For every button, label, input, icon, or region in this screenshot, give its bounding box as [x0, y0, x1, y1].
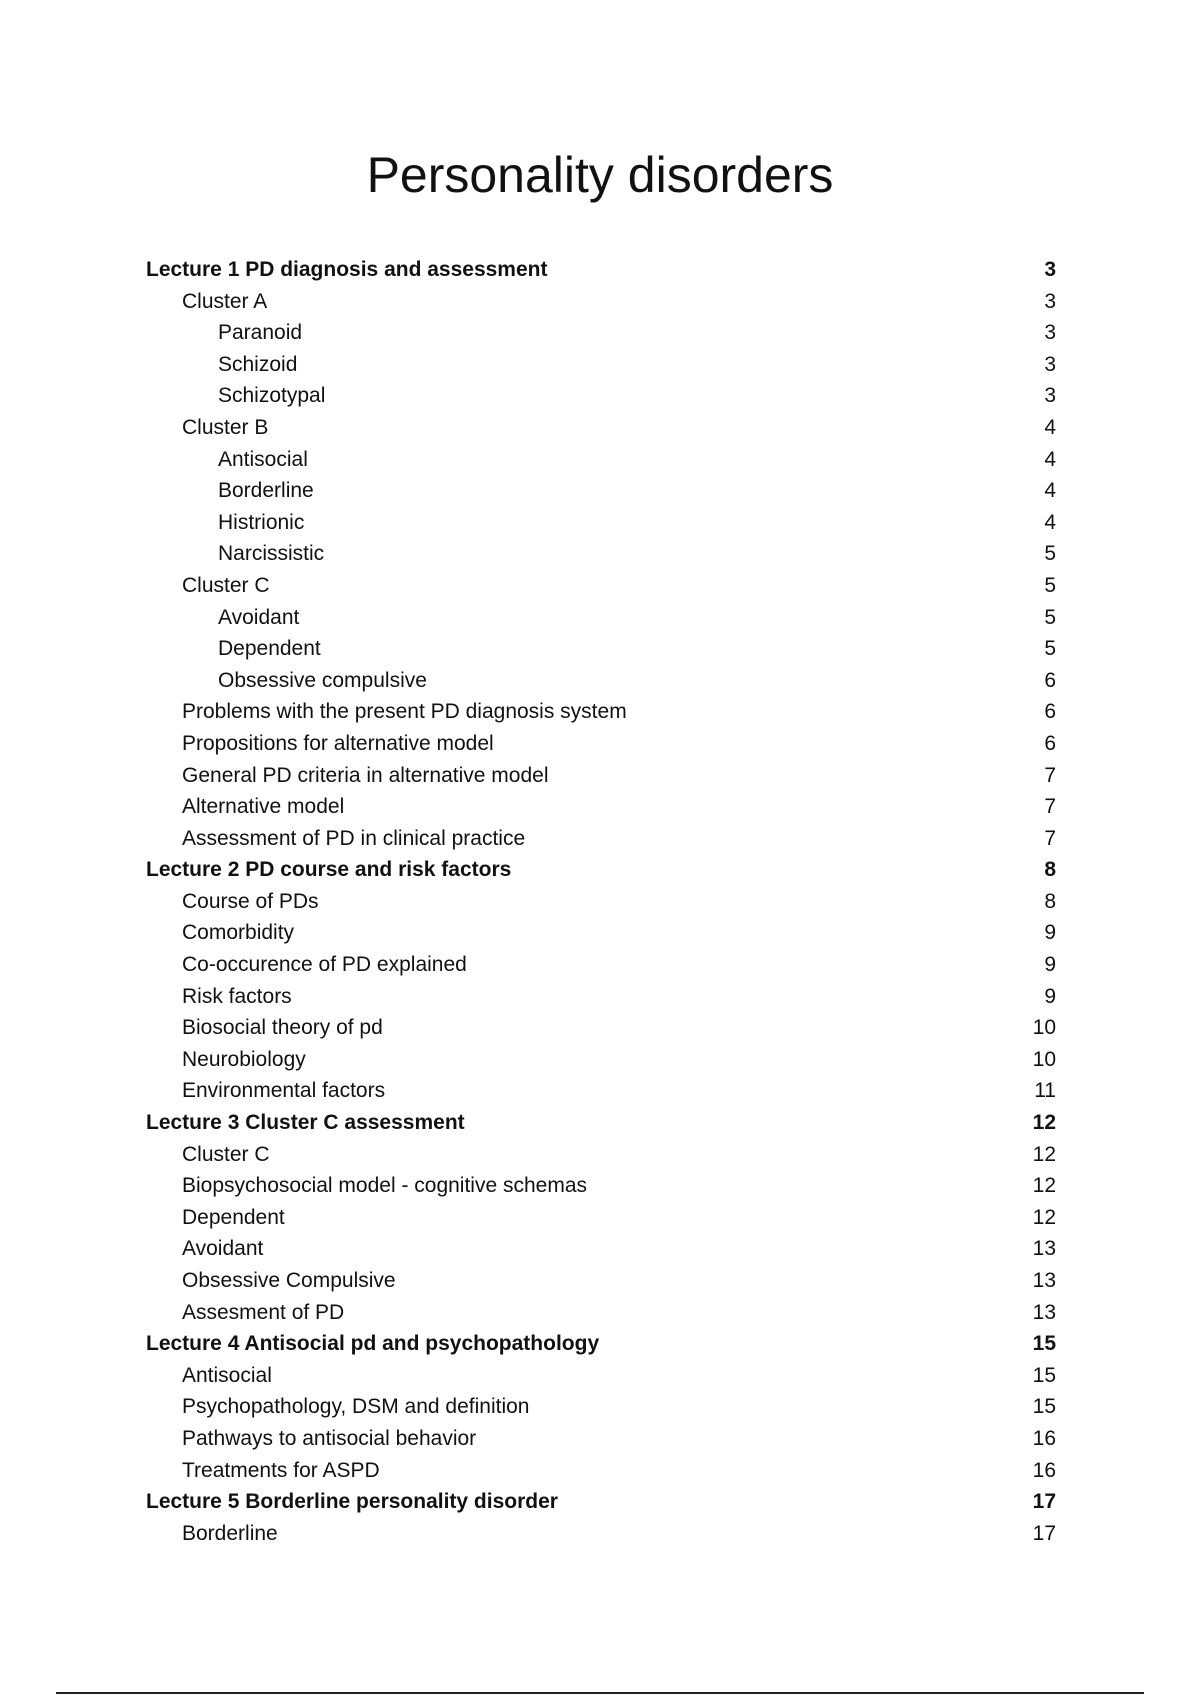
toc-page-number: 10 — [1032, 1016, 1056, 1040]
toc-page-number: 12 — [1032, 1111, 1056, 1135]
toc-page-number: 6 — [1044, 731, 1056, 755]
toc-page-number: 3 — [1044, 352, 1056, 376]
toc-entry[interactable] — [146, 507, 1056, 539]
toc-entry[interactable] — [146, 917, 1056, 949]
toc-entry-label: Obsessive compulsive — [218, 668, 427, 692]
toc-entry[interactable] — [146, 1297, 1056, 1329]
toc-entry[interactable] — [146, 633, 1056, 665]
toc-entry-label: Schizotypal — [218, 384, 326, 408]
toc-page-number: 4 — [1044, 479, 1056, 503]
toc-entry-label: Alternative model — [182, 795, 345, 819]
toc-page-number: 17 — [1032, 1521, 1056, 1545]
toc-entry[interactable] — [146, 1233, 1056, 1265]
toc-entry-label: Cluster B — [182, 415, 269, 439]
toc-entry[interactable] — [146, 981, 1056, 1013]
toc-page-number: 3 — [1044, 289, 1056, 313]
toc-entry[interactable] — [146, 1139, 1056, 1171]
toc-page-number: 16 — [1032, 1458, 1056, 1482]
toc-entry[interactable] — [146, 1391, 1056, 1423]
toc-entry[interactable] — [146, 760, 1056, 792]
toc-entry[interactable] — [146, 317, 1056, 349]
toc-page-number: 7 — [1044, 826, 1056, 850]
toc-entry-label: Environmental factors — [182, 1079, 386, 1103]
toc-section-entry[interactable] — [146, 1328, 1056, 1360]
toc-entry[interactable] — [146, 570, 1056, 602]
toc-entry[interactable] — [146, 602, 1056, 634]
toc-entry[interactable] — [146, 1075, 1056, 1107]
toc-entry-label: Neurobiology — [182, 1047, 306, 1071]
toc-entry-label: Lecture 5 Borderline personality disorder — [146, 1490, 558, 1514]
toc-entry-label: Co-occurence of PD explained — [182, 953, 467, 977]
toc-page-number: 7 — [1044, 763, 1056, 787]
toc-page-number: 4 — [1044, 447, 1056, 471]
toc-page-number: 4 — [1044, 415, 1056, 439]
toc-page-number: 15 — [1032, 1395, 1056, 1419]
toc-entry-label: Lecture 4 Antisocial pd and psychopathology — [146, 1332, 600, 1356]
toc-entry-label: Propositions for alternative model — [182, 731, 494, 755]
toc-section-entry[interactable] — [146, 1107, 1056, 1139]
toc-entry-label: Treatments for ASPD — [182, 1458, 380, 1482]
toc-entry-label: Risk factors — [182, 984, 292, 1008]
toc-page-number: 3 — [1044, 384, 1056, 408]
toc-entry[interactable] — [146, 728, 1056, 760]
toc-entry-label: Cluster C — [182, 573, 270, 597]
toc-page-number: 6 — [1044, 668, 1056, 692]
toc-page-number: 12 — [1032, 1174, 1056, 1198]
toc-entry-label: Avoidant — [218, 605, 300, 629]
toc-entry[interactable] — [146, 538, 1056, 570]
toc-entry-label: Narcissistic — [218, 542, 325, 566]
toc-entry-label: Histrionic — [218, 510, 305, 534]
toc-page-number: 16 — [1032, 1426, 1056, 1450]
toc-entry-label: Dependent — [182, 1205, 285, 1229]
toc-entry-label: Avoidant — [182, 1237, 264, 1261]
toc-entry-label: Assessment of PD in clinical practice — [182, 826, 526, 850]
toc-entry[interactable] — [146, 1170, 1056, 1202]
toc-page-number: 13 — [1032, 1269, 1056, 1292]
toc-entry-label: General PD criteria in alternative model — [182, 763, 549, 787]
toc-page-number: 9 — [1044, 984, 1056, 1008]
toc-page-number: 5 — [1044, 542, 1056, 566]
toc-entry[interactable] — [146, 1360, 1056, 1392]
toc-page-number: 5 — [1044, 637, 1056, 661]
toc-entry-label: Psychopathology, DSM and definition — [182, 1395, 530, 1419]
toc-entry-label: Lecture 1 PD diagnosis and assessment — [146, 258, 548, 281]
toc-entry[interactable] — [146, 1423, 1056, 1455]
toc-entry-label: Obsessive Compulsive — [182, 1269, 396, 1292]
toc-entry[interactable] — [146, 1265, 1056, 1297]
table-of-contents — [146, 254, 1056, 1549]
toc-entry-label: Assesment of PD — [182, 1300, 345, 1324]
toc-entry-label: Cluster A — [182, 289, 268, 313]
toc-page-number: 8 — [1044, 889, 1056, 913]
toc-entry[interactable] — [146, 380, 1056, 412]
toc-page-number: 3 — [1044, 258, 1056, 281]
toc-page-number: 7 — [1044, 795, 1056, 819]
toc-entry-label: Course of PDs — [182, 889, 319, 913]
toc-entry-label: Lecture 2 PD course and risk factors — [146, 858, 512, 882]
toc-page-number: 8 — [1044, 858, 1056, 882]
toc-page-number: 5 — [1044, 605, 1056, 629]
toc-entry-label: Antisocial — [218, 447, 308, 471]
footer-divider — [56, 1692, 1144, 1694]
toc-section-entry[interactable] — [146, 854, 1056, 886]
toc-page-number: 5 — [1044, 573, 1056, 597]
toc-entry[interactable] — [146, 665, 1056, 697]
toc-entry[interactable] — [146, 949, 1056, 981]
toc-entry[interactable] — [146, 286, 1056, 318]
toc-page-number: 4 — [1044, 510, 1056, 534]
toc-entry-label: Cluster C — [182, 1142, 270, 1166]
toc-entry[interactable] — [146, 791, 1056, 823]
toc-entry-label: Lecture 3 Cluster C assessment — [146, 1111, 465, 1135]
toc-entry[interactable] — [146, 412, 1056, 444]
toc-entry[interactable] — [146, 823, 1056, 855]
toc-page-number: 11 — [1034, 1079, 1056, 1103]
toc-entry[interactable] — [146, 475, 1056, 507]
toc-entry[interactable] — [146, 886, 1056, 918]
toc-page-number: 15 — [1032, 1332, 1056, 1356]
toc-page-number: 13 — [1032, 1300, 1056, 1324]
toc-page-number: 13 — [1032, 1237, 1056, 1261]
toc-entry-label: Biopsychosocial model - cognitive schemas — [182, 1174, 588, 1198]
toc-entry[interactable] — [146, 696, 1056, 728]
toc-entry-label: Pathways to antisocial behavior — [182, 1426, 477, 1450]
toc-page-number: 9 — [1044, 953, 1056, 977]
toc-entry-label: Biosocial theory of pd — [182, 1016, 383, 1040]
toc-page-number: 15 — [1032, 1363, 1056, 1387]
toc-entry-label: Comorbidity — [182, 921, 295, 945]
toc-entry-label: Schizoid — [218, 352, 298, 376]
toc-entry-label: Problems with the present PD diagnosis system — [182, 700, 627, 724]
toc-entry-label: Borderline — [182, 1521, 278, 1545]
toc-page-number: 6 — [1044, 700, 1056, 724]
toc-entry[interactable] — [146, 1518, 1056, 1550]
toc-entry[interactable] — [146, 1455, 1056, 1487]
page-title: Personality disorders — [366, 147, 834, 203]
toc-page-number: 9 — [1044, 921, 1056, 945]
toc-entry[interactable] — [146, 349, 1056, 381]
toc-page-number: 12 — [1032, 1142, 1056, 1166]
toc-page-number: 17 — [1032, 1490, 1056, 1514]
toc-entry-label: Dependent — [218, 637, 321, 661]
toc-section-entry[interactable] — [146, 1486, 1056, 1518]
toc-entry[interactable] — [146, 444, 1056, 476]
toc-entry[interactable] — [146, 1044, 1056, 1076]
toc-entry-label: Paranoid — [218, 321, 303, 345]
toc-section-entry[interactable] — [146, 254, 1056, 286]
toc-entry[interactable] — [146, 1202, 1056, 1234]
toc-entry-label: Borderline — [218, 479, 314, 503]
toc-page-number: 3 — [1044, 321, 1056, 345]
toc-page-number: 12 — [1032, 1205, 1056, 1229]
toc-entry-label: Antisocial — [182, 1363, 272, 1387]
toc-page-number: 10 — [1032, 1047, 1056, 1071]
toc-entry[interactable] — [146, 1012, 1056, 1044]
